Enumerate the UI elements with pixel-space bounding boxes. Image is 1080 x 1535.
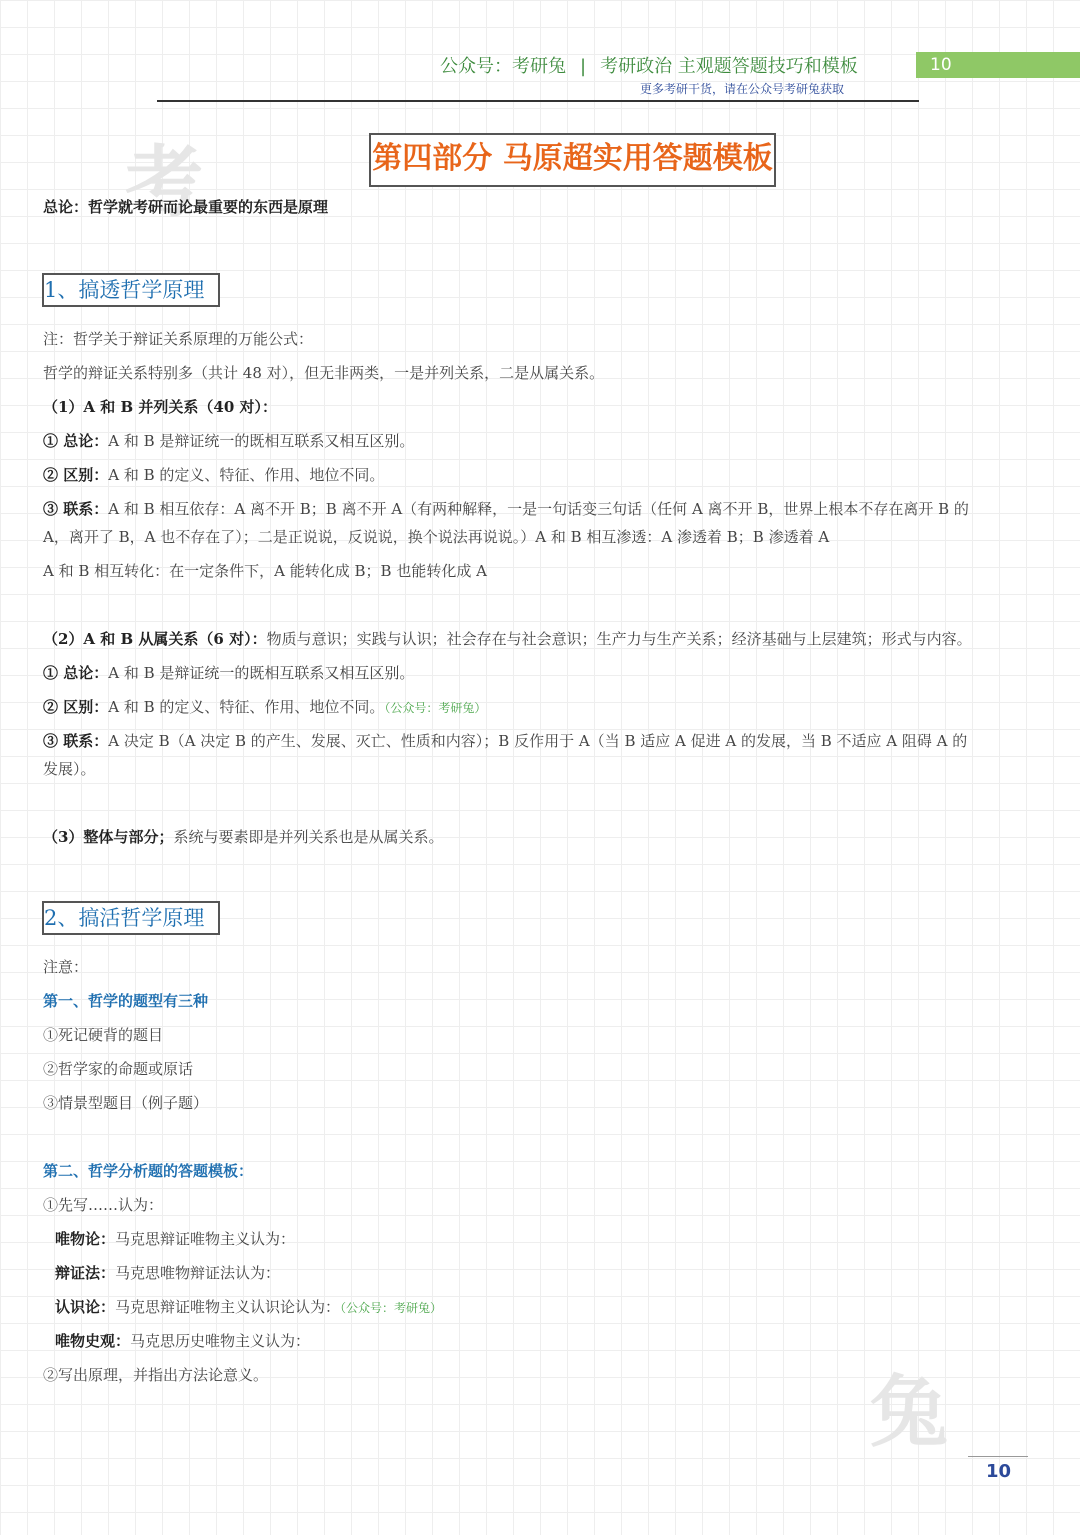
watermark-top: 考	[125, 138, 204, 228]
header-doc-title: 考研政治 主观题答题技巧和模板	[600, 56, 858, 77]
view-historical-materialism: 唯物史观：马克思历史唯物主义认为：	[55, 1332, 311, 1350]
header-separator: |	[580, 56, 587, 77]
header-divider	[157, 100, 919, 102]
header-title-line	[440, 52, 910, 78]
section-1-intro: 哲学的辩证关系特别多（共计 48 对），但无非两类，一是并列关系，二是从属关系。	[43, 364, 605, 382]
parallel-item-general: ① 总论：A 和 B 是辩证统一的既相互联系又相互区别。	[43, 432, 415, 450]
parallel-relation-title: （1）A 和 B 并列关系（40 对）：	[43, 398, 278, 416]
view-epistemology: 认识论：马克思辩证唯物主义认识论认为：（公众号：考研兔）	[55, 1298, 443, 1316]
view-materialism: 唯物论：马克思辩证唯物主义认为：	[55, 1230, 296, 1248]
question-type-item: ③情景型题目（例子题）	[43, 1094, 209, 1112]
section-1-heading: 1、搞透哲学原理	[42, 273, 220, 307]
template-step-1: ①先写……认为：	[43, 1196, 164, 1214]
template-step-2: ②写出原理，并指出方法论意义。	[43, 1366, 269, 1384]
view-dialectics: 辩证法：马克思唯物辩证法认为：	[55, 1264, 281, 1282]
header-account: 公众号：考研兔	[440, 56, 566, 77]
subordinate-relation-title: （2）A 和 B 从属关系（6 对）：物质与意识；实践与认识；社会存在与社会意识；生产力与生产关系；经济基础与上层建筑；形式与内容。	[43, 630, 972, 648]
summary-line: 总论：哲学就考研而论最重要的东西是原理	[43, 198, 329, 216]
watermark-bottom: 兔	[870, 1368, 949, 1458]
parallel-item-connection: ③ 联系：A 和 B 相互依存：A 离不开 B；B 离不开 A（有两种解释，一是一句话变三句话（任何 A 离不开 B，世界上根本不存在离开 B 的	[43, 500, 969, 518]
parallel-connection-cont-1: A，离开了 B，A 也不存在了）；二是正说说，反说说，换个说法再说说。）A 和 B 相互渗透：A 渗透着 B；B 渗透着 A	[43, 528, 830, 546]
footer-divider	[968, 1456, 1028, 1457]
question-type-item: ①死记硬背的题目	[43, 1026, 164, 1044]
answer-template-title: 第二、哲学分析题的答题模板：	[43, 1162, 254, 1180]
subordinate-item-connection: ③ 联系：A 决定 B（A 决定 B 的产生、发展、灭亡、性质和内容）；B 反作用于 A（当 B 适应 A 促进 A 的发展，当 B 不适应 A 阻碍 A 的	[43, 732, 968, 750]
section-1-note: 注：哲学关于辩证关系原理的万能公式：	[43, 330, 314, 348]
header-page-badge: 10	[916, 52, 1080, 78]
subordinate-connection-cont: 发展）。	[43, 760, 96, 778]
subordinate-item-difference: ② 区别：A 和 B 的定义、特征、作用、地位不同。（公众号：考研兔）	[43, 698, 487, 716]
footer-page-number: 10	[986, 1461, 1012, 1482]
parallel-connection-cont-2: A 和 B 相互转化：在一定条件下，A 能转化成 B；B 也能转化成 A	[43, 562, 487, 580]
section-2-note: 注意：	[43, 958, 89, 976]
part-title: 第四部分 马原超实用答题模板	[369, 133, 776, 187]
question-types-title: 第一、哲学的题型有三种	[43, 992, 209, 1010]
header-subtitle: 更多考研干货，请在公众号考研兔获取	[640, 82, 845, 96]
parallel-item-difference: ② 区别：A 和 B 的定义、特征、作用、地位不同。	[43, 466, 385, 484]
whole-part-relation: （3）整体与部分；系统与要素即是并列关系也是从属关系。	[43, 828, 444, 846]
subordinate-item-general: ① 总论：A 和 B 是辩证统一的既相互联系又相互区别。	[43, 664, 415, 682]
section-2-heading: 2、搞活哲学原理	[42, 901, 220, 935]
question-type-item: ②哲学家的命题或原话	[43, 1060, 194, 1078]
